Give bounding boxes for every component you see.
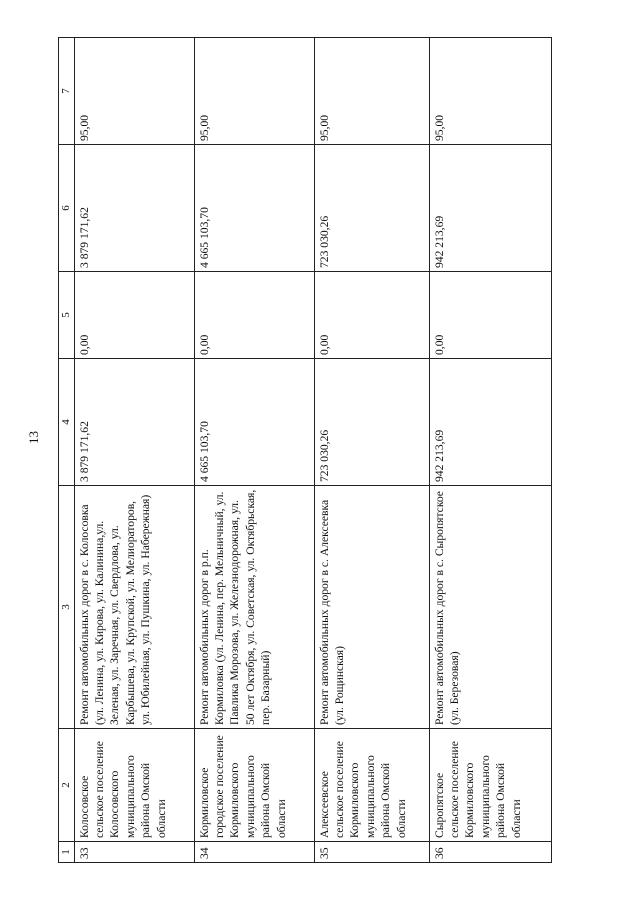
data-table bbox=[58, 37, 552, 863]
settlement-name: Алексеевское сельское поселение Кормиловского муниципального района Омской области bbox=[314, 729, 429, 842]
amount-col4: 4 665 103,70 bbox=[194, 359, 314, 486]
table-row bbox=[194, 38, 314, 863]
percent-col7: 95,00 bbox=[429, 38, 551, 145]
amount-col5: 0,00 bbox=[429, 272, 551, 359]
work-description: Ремонт автомобильных дорог в с. Алексеевка (ул. Рощинская) bbox=[314, 486, 429, 729]
row-number: 35 bbox=[314, 842, 429, 863]
header-cell-6: 6 bbox=[59, 145, 75, 272]
percent-col7: 95,00 bbox=[194, 38, 314, 145]
amount-col5: 0,00 bbox=[194, 272, 314, 359]
amount-col6: 4 665 103,70 bbox=[194, 145, 314, 272]
amount-col5: 0,00 bbox=[314, 272, 429, 359]
row-number: 33 bbox=[74, 842, 194, 863]
settlement-name: Кормиловское городское поселение Кормиловского муниципального района Омской области bbox=[194, 729, 314, 842]
work-description: Ремонт автомобильных дорог в с. Сыропятское (ул. Березовая) bbox=[429, 486, 551, 729]
amount-col4: 3 879 171,62 bbox=[74, 359, 194, 486]
settlement-name: Сыропятское сельское поселение Кормиловского муниципального района Омской области bbox=[429, 729, 551, 842]
table-row bbox=[429, 38, 551, 863]
header-cell-1: 1 bbox=[59, 842, 75, 863]
table-row bbox=[74, 38, 194, 863]
header-cell-5: 5 bbox=[59, 272, 75, 359]
rotated-table-container bbox=[58, 43, 620, 863]
row-number: 36 bbox=[429, 842, 551, 863]
percent-col7: 95,00 bbox=[314, 38, 429, 145]
work-description: Ремонт автомобильных дорог в р.п. Кормиловка (ул. Ленина, пер. Мельничный, ул. Павлика Морозова, ул. Железнодорожная, ул. 50 лет Октября, ул. Советская, ул. Октябрьская, пер. Базарный) bbox=[194, 486, 314, 729]
header-cell-2: 2 bbox=[59, 729, 75, 842]
header-cell-3: 3 bbox=[59, 486, 75, 729]
row-number: 34 bbox=[194, 842, 314, 863]
work-description: Ремонт автомобильных дорог в с. Колосовка (ул. Ленина, ул. Кирова, ул. Калинина,ул. Зеленая, ул. Заречная, ул. Свердлова, ул. Карбышева, ул. Крупской, ул. Мелиораторов, ул. Юбилейная, ул. Пушкина, ул. Набережная) bbox=[74, 486, 194, 729]
table-row bbox=[314, 38, 429, 863]
amount-col6: 942 213,69 bbox=[429, 145, 551, 272]
amount-col6: 723 030,26 bbox=[314, 145, 429, 272]
amount-col6: 3 879 171,62 bbox=[74, 145, 194, 272]
header-cell-4: 4 bbox=[59, 359, 75, 486]
settlement-name: Колосовское сельское поселение Колосовского муниципального района Омской области bbox=[74, 729, 194, 842]
page-number: 13 bbox=[26, 431, 41, 444]
amount-col4: 723 030,26 bbox=[314, 359, 429, 486]
percent-col7: 95,00 bbox=[74, 38, 194, 145]
header-cell-7: 7 bbox=[59, 38, 75, 145]
amount-col5: 0,00 bbox=[74, 272, 194, 359]
table-header-row bbox=[59, 38, 75, 863]
amount-col4: 942 213,69 bbox=[429, 359, 551, 486]
